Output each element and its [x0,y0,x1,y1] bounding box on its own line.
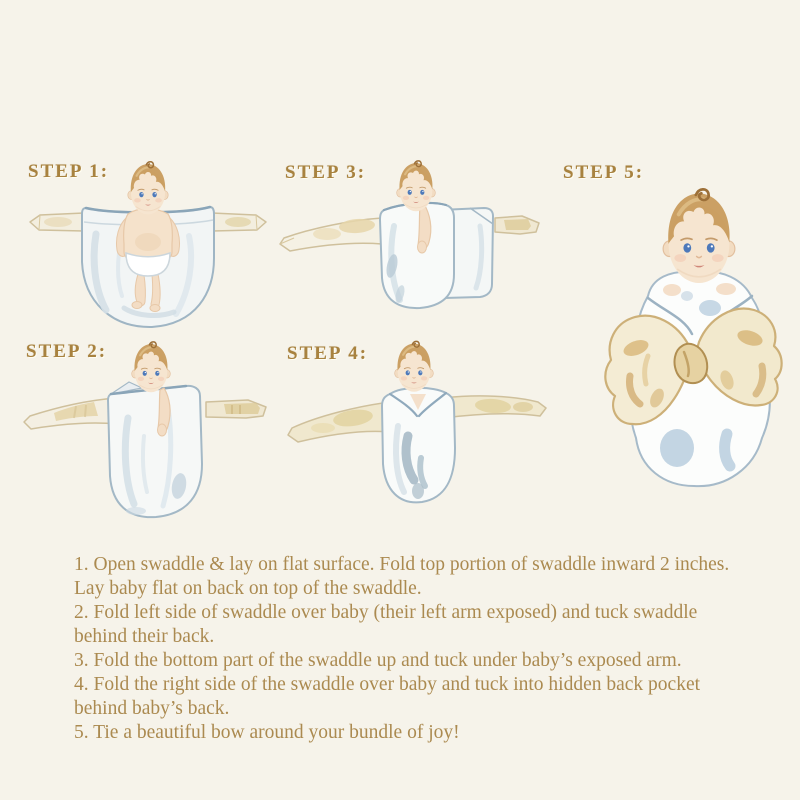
instruction-item-3: 3. Fold the bottom part of the swaddle up and tuck under baby’s exposed arm. [74,650,682,671]
swaddle-tie-left [24,398,116,429]
swaddle-tie-left [30,213,84,231]
step-2-illustration [16,336,274,528]
folded-swaddle [380,203,454,308]
swaddle-tie-right [206,400,266,418]
instruction-item-2: 2. Fold left side of swaddle over baby (their left arm exposed) and tuck swaddle behind their back. [74,602,698,647]
step-4-illustration [278,336,558,512]
step-4-label: STEP 4: [287,343,369,364]
baby-right-leg [151,274,160,308]
step-3-label: STEP 3: [285,162,367,183]
swaddled-body [382,388,455,503]
swaddle-tie-right [212,213,266,231]
step-1-label: STEP 1: [28,161,110,182]
swaddle-tie-right [495,216,539,234]
step-5-illustration [592,176,796,506]
baby-head [663,189,735,283]
instruction-item-5: 5. Tie a beautiful bow around your bundle of joy! [74,722,460,743]
swaddle-tie-right [444,396,546,418]
swaddle-tie-left [288,402,390,442]
baby-shoulder [716,283,736,295]
step-5-label: STEP 5: [563,162,645,183]
instruction-item-1: 1. Open swaddle & lay on flat surface. Fold top portion of swaddle inward 2 inches. Lay baby flat on back on top of the swaddle. [74,554,730,599]
baby-head [132,342,171,392]
baby-head [128,162,168,215]
instruction-item-4: 4. Fold the right side of the swaddle over baby and tuck into hidden back pocket behind baby’s back. [74,674,701,719]
swaddle-tie-left [280,218,382,251]
baby-shoulder [663,284,681,296]
baby-left-leg [135,274,145,306]
baby-head [395,341,434,391]
folded-swaddle [108,382,202,517]
step-1-illustration [24,158,272,336]
step-3-illustration [272,156,546,314]
instructions-list [74,553,750,745]
step-2-label: STEP 2: [26,341,108,362]
